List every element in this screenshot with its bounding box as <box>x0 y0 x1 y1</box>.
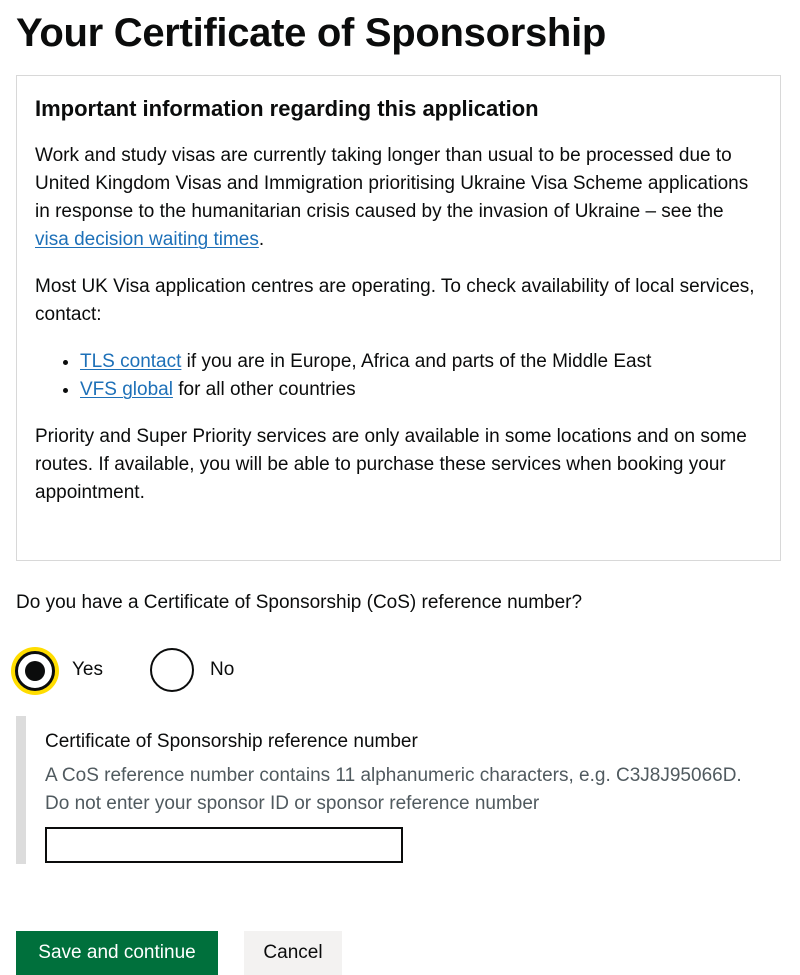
page-title: Your Certificate of Sponsorship <box>16 11 607 55</box>
cos-reference-input[interactable] <box>45 827 403 863</box>
priority-services-paragraph: Priority and Super Priority services are only available in some locations and on some routes. If available, you will be able to purchase these services when booking your appointment. <box>35 426 747 503</box>
cos-reference-label: Certificate of Sponsorship reference number <box>45 731 418 752</box>
info-panel-heading: Important information regarding this application <box>35 96 539 121</box>
radio-no-input[interactable] <box>150 648 194 692</box>
save-and-continue-button[interactable]: Save and continue <box>16 931 218 975</box>
contact-list <box>35 348 762 404</box>
vfs-global-link[interactable]: VFS global <box>80 379 173 400</box>
important-information-panel <box>16 75 781 561</box>
radio-option-no[interactable] <box>150 645 260 695</box>
vfs-global-text: for all other countries <box>172 379 356 400</box>
list-item <box>80 376 762 404</box>
radio-yes-input[interactable] <box>15 651 55 691</box>
cancel-button[interactable]: Cancel <box>244 931 342 975</box>
radio-yes-label[interactable]: Yes <box>72 659 103 680</box>
radio-no-label[interactable]: No <box>210 659 235 680</box>
radio-option-yes[interactable] <box>12 645 122 695</box>
visa-delay-text: Work and study visas are currently taking longer than usual to be processed due to United Kingdom Visas and Immigration prioritising Ukraine Visa Scheme applications in response to the humanitarian crisis caused by the invasion of Ukraine – see the <box>35 145 749 222</box>
visa-decision-waiting-times-link[interactable]: visa decision waiting times <box>35 229 259 250</box>
visa-delay-text-end: . <box>258 229 265 250</box>
cos-reference-conditional-panel <box>16 716 746 864</box>
application-centres-paragraph: Most UK Visa application centres are operating. To check availability of local services, contact: <box>35 276 755 325</box>
cos-question-label: Do you have a Certificate of Sponsorship (CoS) reference number? <box>16 592 583 613</box>
list-item <box>80 348 762 376</box>
cos-reference-hint: A CoS reference number contains 11 alphanumeric characters, e.g. C3J8J95066D. Do not enter your sponsor ID or sponsor reference number <box>45 765 742 814</box>
visa-delay-paragraph <box>35 142 762 254</box>
radio-selected-dot <box>25 661 45 681</box>
tls-contact-text: if you are in Europe, Africa and parts of the Middle East <box>181 351 652 372</box>
tls-contact-link[interactable]: TLS contact <box>80 351 182 372</box>
